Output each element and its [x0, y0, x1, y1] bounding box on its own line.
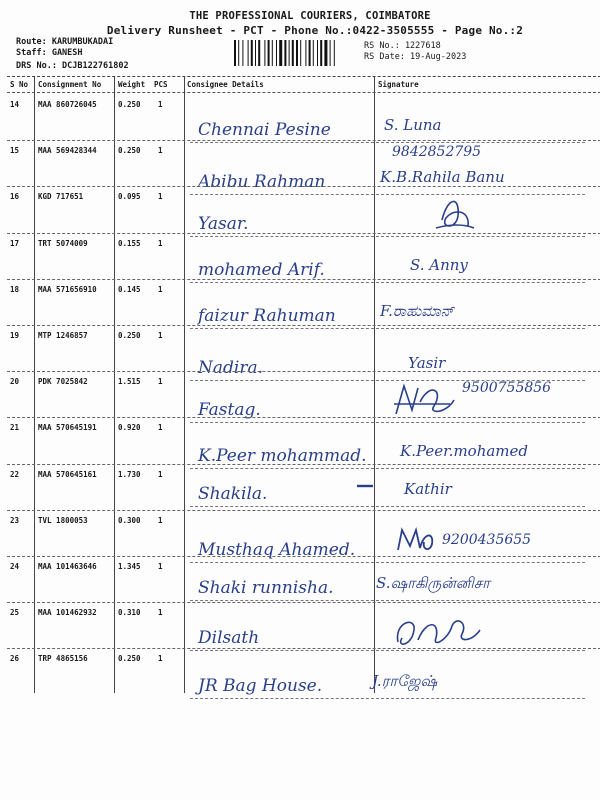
col-header-sno: S No: [10, 80, 29, 89]
row-phone-handwritten: 9842852795: [392, 144, 482, 160]
row-pcs: 1: [158, 469, 163, 479]
row-separator: [7, 279, 600, 280]
handwriting-guide-line: [190, 506, 585, 507]
col-header-pcs: PCS: [154, 80, 168, 89]
col-header-consignment: Consignment No: [38, 80, 102, 89]
runsheet-subtitle: Delivery Runsheet - PCT - Phone No.:0422-3505555 - Page No.:2: [106, 24, 524, 37]
row-signature-handwritten: K.B.Rahila Banu: [380, 168, 505, 186]
row-signature-handwritten: J.ராஜேஷ்: [372, 672, 438, 690]
col-divider: [114, 77, 115, 693]
row-consignment-no: KGD 717651: [38, 192, 84, 202]
row-consignee-handwritten: Chennai Pesine: [198, 120, 331, 140]
row-consignment-no: MAA 570645191: [38, 423, 97, 433]
row-sno: 17: [10, 238, 20, 248]
row-weight: 0.250: [118, 146, 141, 156]
rs-number: RS No.: 1227618: [364, 41, 441, 51]
row-separator: [7, 325, 600, 326]
row-separator: [7, 140, 600, 141]
row-separator: [7, 602, 600, 603]
row-consignee-handwritten: K.Peer mohammad.: [198, 446, 367, 466]
col-divider: [34, 77, 35, 693]
col-header-weight: Weight: [118, 80, 146, 89]
row-weight: 1.730: [118, 469, 141, 479]
row-separator: [7, 186, 600, 187]
signature-scribble: [430, 190, 480, 240]
handwriting-guide-line: [190, 600, 585, 601]
row-signature-handwritten: S. Luna: [384, 116, 442, 134]
row-signature-handwritten: F.ರಾಹುಮಾನ್: [380, 302, 454, 320]
row-consignee-handwritten: Musthaq Ahamed.: [198, 540, 356, 560]
row-signature-handwritten: S.ஷாகிருன்னிசா: [376, 574, 490, 592]
row-sno: 15: [10, 146, 20, 156]
row-separator: [7, 417, 600, 418]
row-sno: 25: [10, 608, 20, 618]
row-separator: [7, 648, 600, 649]
row-separator: [7, 233, 600, 234]
row-phone-handwritten: 9200435655: [442, 532, 532, 548]
row-pcs: 1: [158, 423, 163, 433]
row-pcs: 1: [158, 562, 163, 571]
row-sno: 23: [10, 515, 20, 525]
row-weight: 0.155: [118, 238, 141, 248]
row-consignee-handwritten: Yasar.: [198, 214, 249, 234]
row-consignment-no: MTP 1246857: [38, 331, 88, 340]
row-sno: 19: [10, 331, 20, 340]
col-divider: [184, 77, 185, 693]
row-consignee-handwritten: JR Bag House.: [198, 676, 323, 696]
row-consignee-handwritten: faizur Rahuman: [198, 306, 336, 326]
drs-label: DRS No.: DCJB122761802: [16, 61, 129, 71]
row-sno: 24: [10, 562, 20, 571]
row-signature-handwritten: Yasir: [408, 354, 446, 372]
row-sno: 16: [10, 192, 20, 202]
handwriting-guide-line: [190, 236, 585, 237]
handwriting-guide-line: [190, 422, 585, 423]
table-top-rule: [7, 76, 600, 77]
row-consignment-no: MAA 860726045: [38, 100, 97, 109]
row-pcs: 1: [158, 515, 163, 525]
row-phone-handwritten: 9500755856: [462, 380, 552, 396]
row-pcs: 1: [158, 654, 163, 664]
row-sno: 18: [10, 284, 20, 294]
signature-scribble: [390, 380, 460, 420]
staff-label: Staff: GANESH: [16, 48, 83, 58]
company-title: THE PROFESSIONAL COURIERS, COIMBATORE: [189, 10, 431, 22]
col-header-signature: Signature: [378, 80, 419, 89]
row-consignee-handwritten: Abibu Rahman: [198, 172, 326, 192]
handwriting-guide-line: [190, 698, 585, 699]
row-separator: [7, 464, 600, 465]
row-weight: 0.250: [118, 654, 141, 664]
row-weight: 0.310: [118, 608, 141, 618]
row-sno: 22: [10, 469, 20, 479]
row-consignee-handwritten: Dilsath: [198, 628, 260, 648]
handwriting-guide-line: [190, 328, 585, 329]
handwriting-guide-line: [190, 194, 585, 195]
row-consignee-handwritten: Fastag.: [198, 400, 261, 420]
dash-mark: [355, 480, 375, 492]
row-consignment-no: TVL 1800053: [38, 515, 88, 525]
row-pcs: 1: [158, 331, 163, 340]
row-weight: 0.145: [118, 284, 141, 294]
row-consignment-no: MAA 101462932: [38, 608, 97, 618]
row-consignee-handwritten: Nadira.: [198, 358, 263, 378]
row-sno: 20: [10, 377, 20, 387]
row-pcs: 1: [158, 238, 163, 248]
signature-scribble: [392, 612, 484, 652]
row-consignment-no: MAA 101463646: [38, 562, 97, 571]
col-header-consignee: Consignee Details: [187, 80, 264, 89]
table-header-rule: [7, 92, 600, 93]
row-weight: 0.920: [118, 423, 141, 433]
rs-date: RS Date: 19-Aug-2023: [364, 52, 467, 62]
row-weight: 0.250: [118, 331, 141, 340]
row-weight: 0.250: [118, 100, 141, 109]
row-consignment-no: TRP 4865156: [38, 654, 88, 664]
row-weight: 1.345: [118, 562, 141, 571]
row-separator: [7, 556, 600, 557]
row-pcs: 1: [158, 284, 163, 294]
row-consignee-handwritten: Shakila.: [198, 484, 268, 504]
row-separator: [7, 371, 600, 372]
row-sno: 21: [10, 423, 20, 433]
row-weight: 1.515: [118, 377, 141, 387]
barcode-image: [232, 40, 357, 66]
handwriting-guide-line: [190, 468, 585, 469]
row-pcs: 1: [158, 192, 163, 202]
row-consignee-handwritten: Shaki runnisha.: [198, 578, 334, 598]
row-sno: 26: [10, 654, 20, 664]
row-signature-handwritten: Kathir: [404, 480, 452, 498]
row-pcs: 1: [158, 146, 163, 156]
row-pcs: 1: [158, 100, 163, 109]
row-consignment-no: MAA 569428344: [38, 146, 97, 156]
row-pcs: 1: [158, 608, 163, 618]
row-signature-handwritten: K.Peer.mohamed: [400, 442, 528, 460]
row-consignee-handwritten: mohamed Arif.: [198, 260, 325, 280]
handwriting-guide-line: [190, 142, 585, 143]
row-weight: 0.300: [118, 515, 141, 525]
row-consignment-no: MAA 570645161: [38, 469, 97, 479]
handwriting-guide-line: [190, 282, 585, 283]
row-weight: 0.095: [118, 192, 141, 202]
row-consignment-no: MAA 571656910: [38, 284, 97, 294]
handwriting-guide-line: [190, 650, 585, 651]
row-sno: 14: [10, 100, 20, 109]
row-separator: [7, 510, 600, 511]
row-pcs: 1: [158, 377, 163, 387]
row-consignment-no: TRT 5074009: [38, 238, 88, 248]
row-signature-handwritten: S. Anny: [410, 256, 468, 274]
signature-scribble: [394, 524, 438, 554]
row-consignment-no: PDK 7025842: [38, 377, 88, 387]
handwriting-guide-line: [190, 562, 585, 563]
route-label: Route: KARUMBUKADAI: [16, 37, 114, 47]
